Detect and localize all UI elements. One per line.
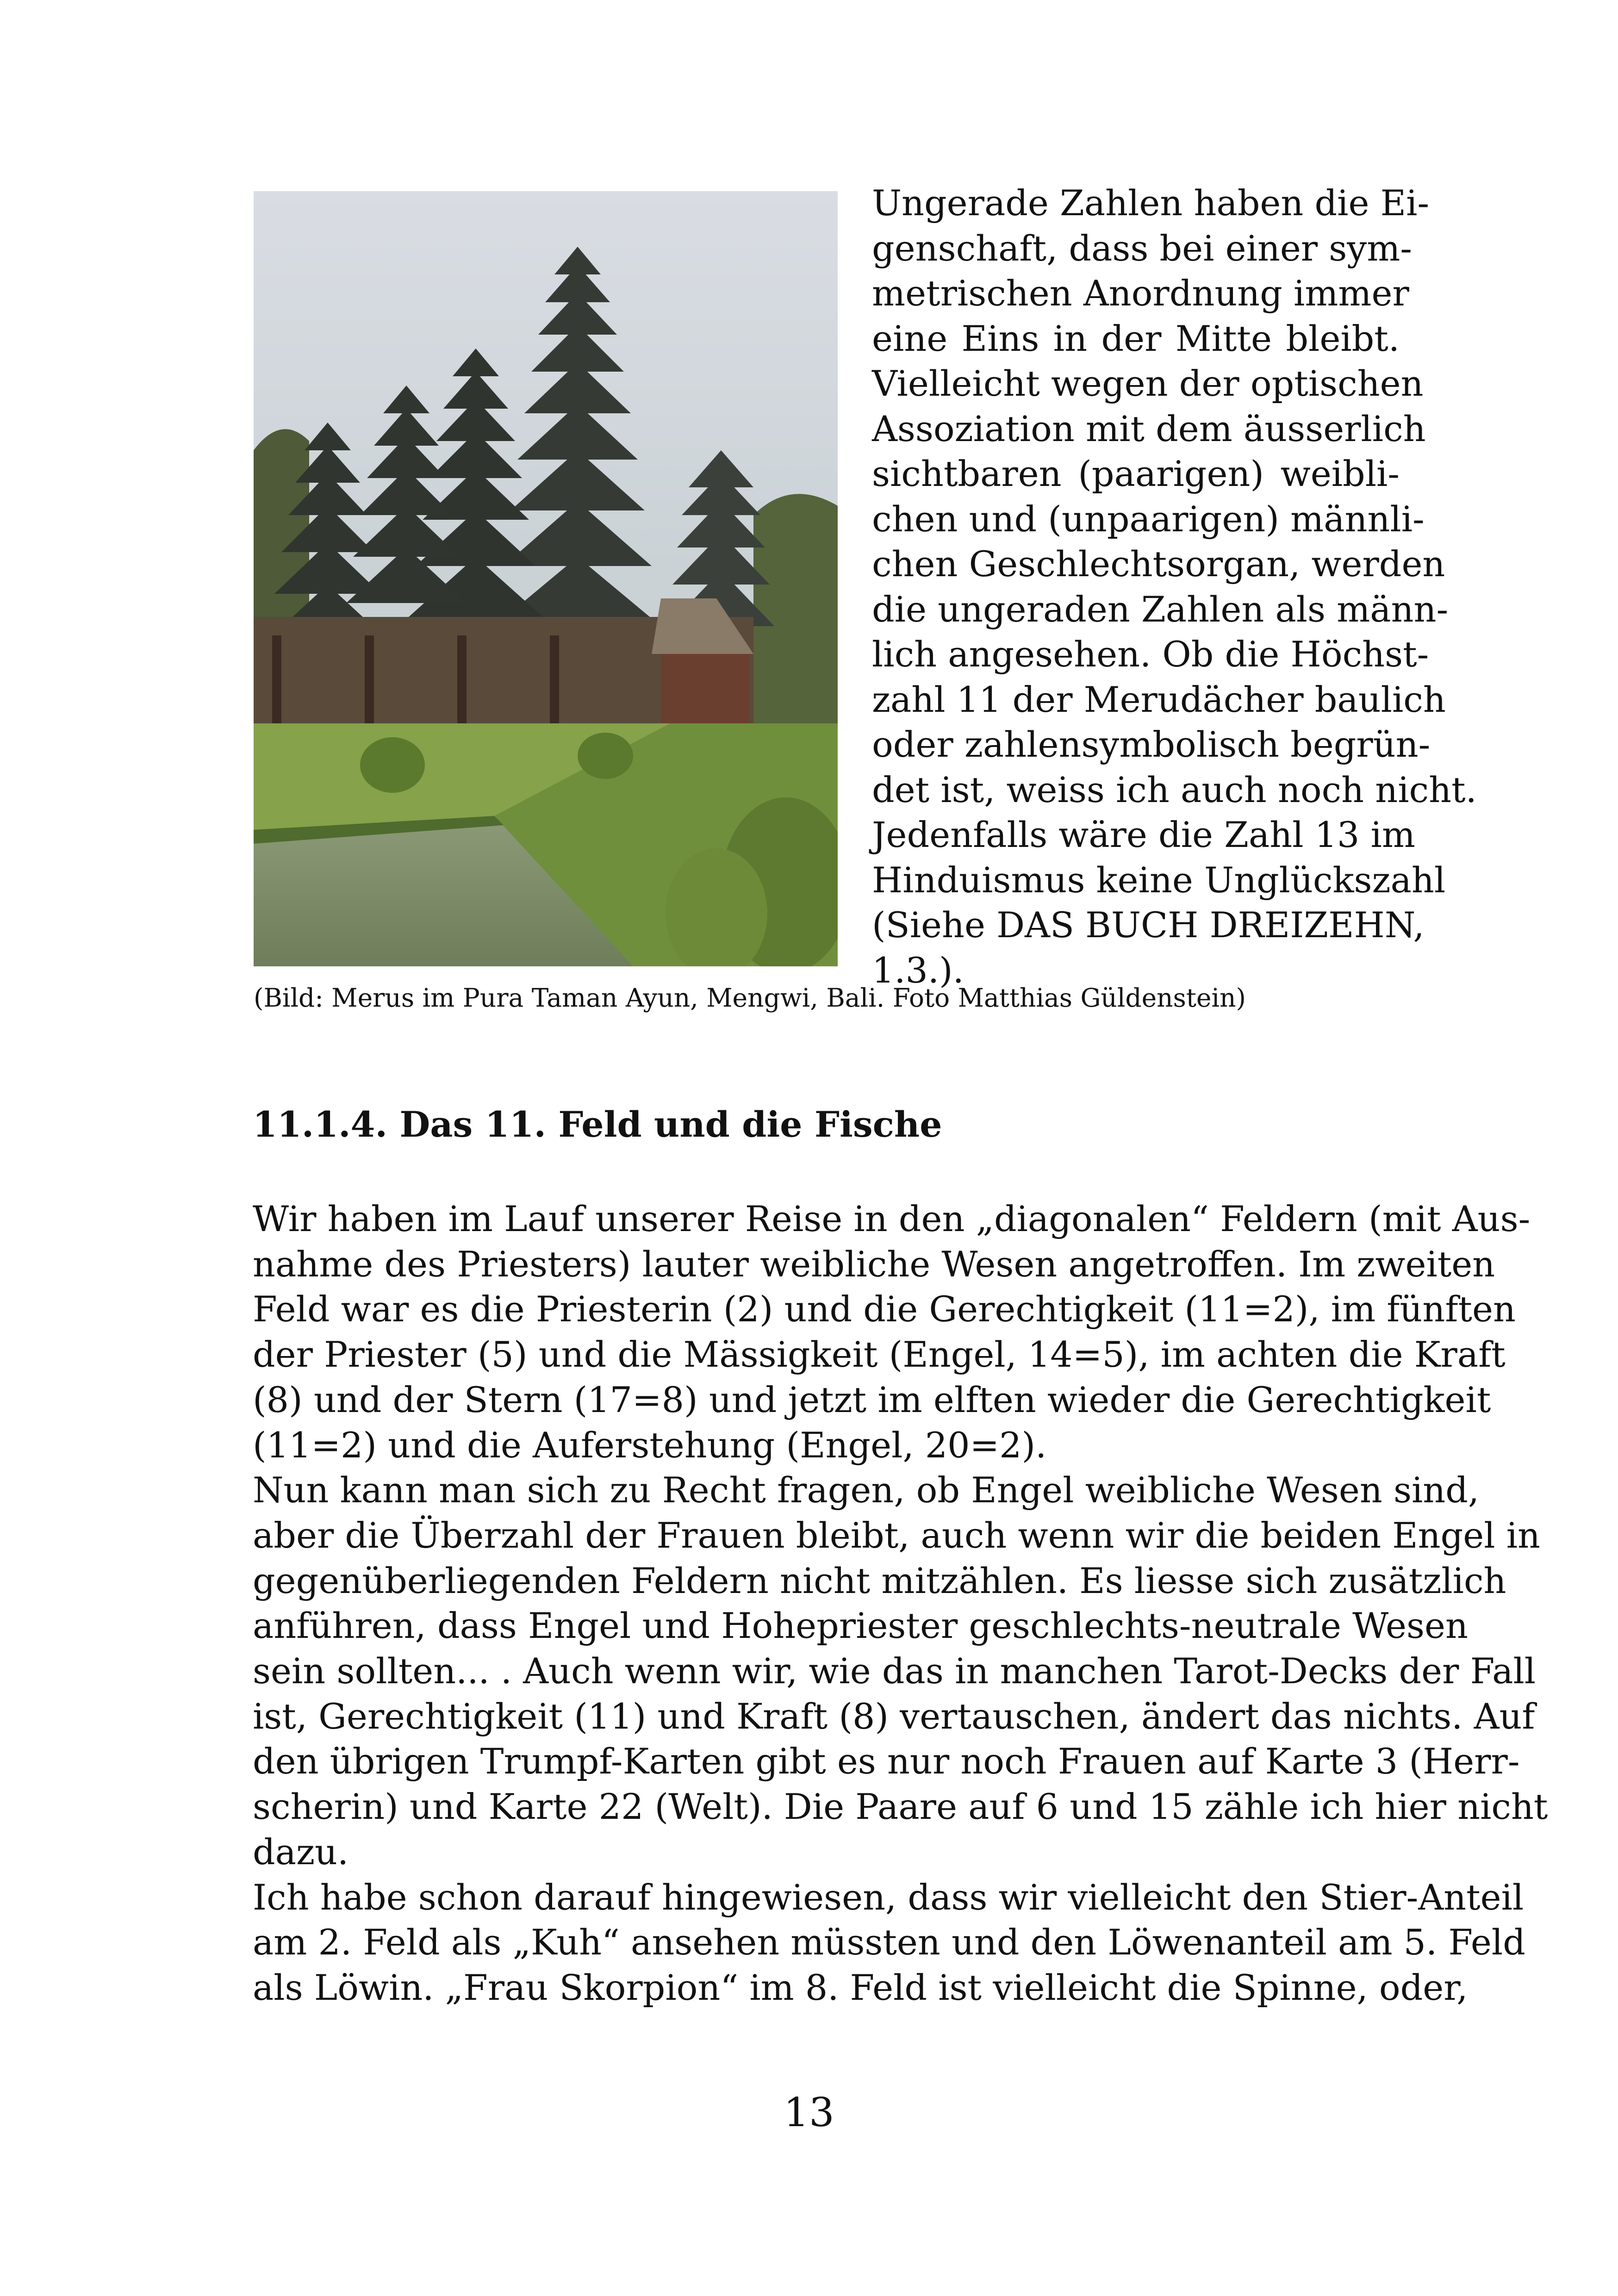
body-paragraphs <box>253 1196 1548 2010</box>
side-line: genschaft, dass bei einer sym- <box>872 227 1412 269</box>
side-line: Jedenfalls wäre die Zahl 13 im <box>872 814 1415 855</box>
side-line: chen Geschlechtsorgan, werden <box>872 543 1445 585</box>
side-paragraph <box>872 180 1477 993</box>
page-number: 13 <box>784 2090 834 2136</box>
side-line: lich angesehen. Ob die Höchst- <box>872 634 1429 675</box>
side-line: Ungerade Zahlen haben die Ei- <box>872 182 1430 224</box>
body-line: Feld war es die Priesterin (2) und die Gerechtigkeit (11=2), im fünften <box>253 1288 1516 1330</box>
temple-photo <box>254 191 838 966</box>
photo-caption: (Bild: Merus im Pura Taman Ayun, Mengwi, Bali. Foto Matthias Güldenstein) <box>254 983 1246 1013</box>
side-line: die ungeraden Zahlen als männ- <box>872 588 1449 630</box>
side-line: Hinduismus keine Unglückszahl <box>872 859 1446 901</box>
body-line: scherin) und Karte 22 (Welt). Die Paare auf 6 und 15 zähle ich hier nicht <box>253 1786 1548 1828</box>
body-line: Ich habe schon darauf hingewiesen, dass wir vielleicht den Stier-Anteil <box>253 1876 1524 1918</box>
body-line: sein sollten... . Auch wenn wir, wie das in manchen Tarot-Decks der Fall <box>253 1650 1536 1692</box>
body-line: aber die Überzahl der Frauen bleibt, auch wenn wir die beiden Engel in <box>253 1514 1540 1556</box>
side-line: 1.3.). <box>872 949 964 991</box>
body-line: dazu. <box>253 1831 349 1873</box>
body-line: Wir haben im Lauf unserer Reise in den „diagonalen“ Feldern (mit Aus- <box>253 1198 1531 1239</box>
body-line: (11=2) und die Auferstehung (Engel, 20=2). <box>253 1424 1047 1466</box>
body-line: ist, Gerechtigkeit (11) und Kraft (8) vertauschen, ändert das nichts. Auf <box>253 1695 1535 1737</box>
section-heading: 11.1.4. Das 11. Feld und die Fische <box>253 1104 942 1145</box>
side-line: oder zahlensymbolisch begrün- <box>872 724 1431 765</box>
body-line: (8) und der Stern (17=8) und jetzt im elften wieder die Gerechtigkeit <box>253 1379 1491 1420</box>
body-line: den übrigen Trumpf-Karten gibt es nur noch Frauen auf Karte 3 (Herr- <box>253 1741 1520 1782</box>
side-line: Assoziation mit dem äusserlich <box>872 408 1426 449</box>
body-line: gegenüberliegenden Feldern nicht mitzählen. Es liesse sich zusätzlich <box>253 1560 1506 1601</box>
side-line: zahl 11 der Merudächer baulich <box>872 678 1446 720</box>
meru-towers-image <box>254 191 838 966</box>
body-line: Nun kann man sich zu Recht fragen, ob Engel weibliche Wesen sind, <box>253 1469 1480 1511</box>
body-line: anführen, dass Engel und Hohepriester geschlechts-neutrale Wesen <box>253 1605 1468 1647</box>
side-line: det ist, weiss ich auch noch nicht. <box>872 769 1477 810</box>
body-line: am 2. Feld als „Kuh“ ansehen müssten und den Löwenanteil am 5. Feld <box>253 1922 1525 1963</box>
side-line: chen und (unpaarigen) männli- <box>872 498 1425 540</box>
side-line: eine Eins in der Mitte bleibt. <box>872 317 1400 359</box>
side-line: metrischen Anordnung immer <box>872 273 1409 314</box>
body-line: nahme des Priesters) lauter weibliche Wesen angetroffen. Im zweiten <box>253 1243 1495 1285</box>
side-line: (Siehe DAS BUCH DREIZEHN, <box>872 904 1425 946</box>
body-line: als Löwin. „Frau Skorpion“ im 8. Feld ist vielleicht die Spinne, oder, <box>253 1966 1468 2008</box>
side-line: sichtbaren (paarigen) weibli- <box>872 453 1400 494</box>
side-line: Vielleicht wegen der optischen <box>872 363 1424 404</box>
body-line: der Priester (5) und die Mässigkeit (Engel, 14=5), im achten die Kraft <box>253 1334 1506 1375</box>
